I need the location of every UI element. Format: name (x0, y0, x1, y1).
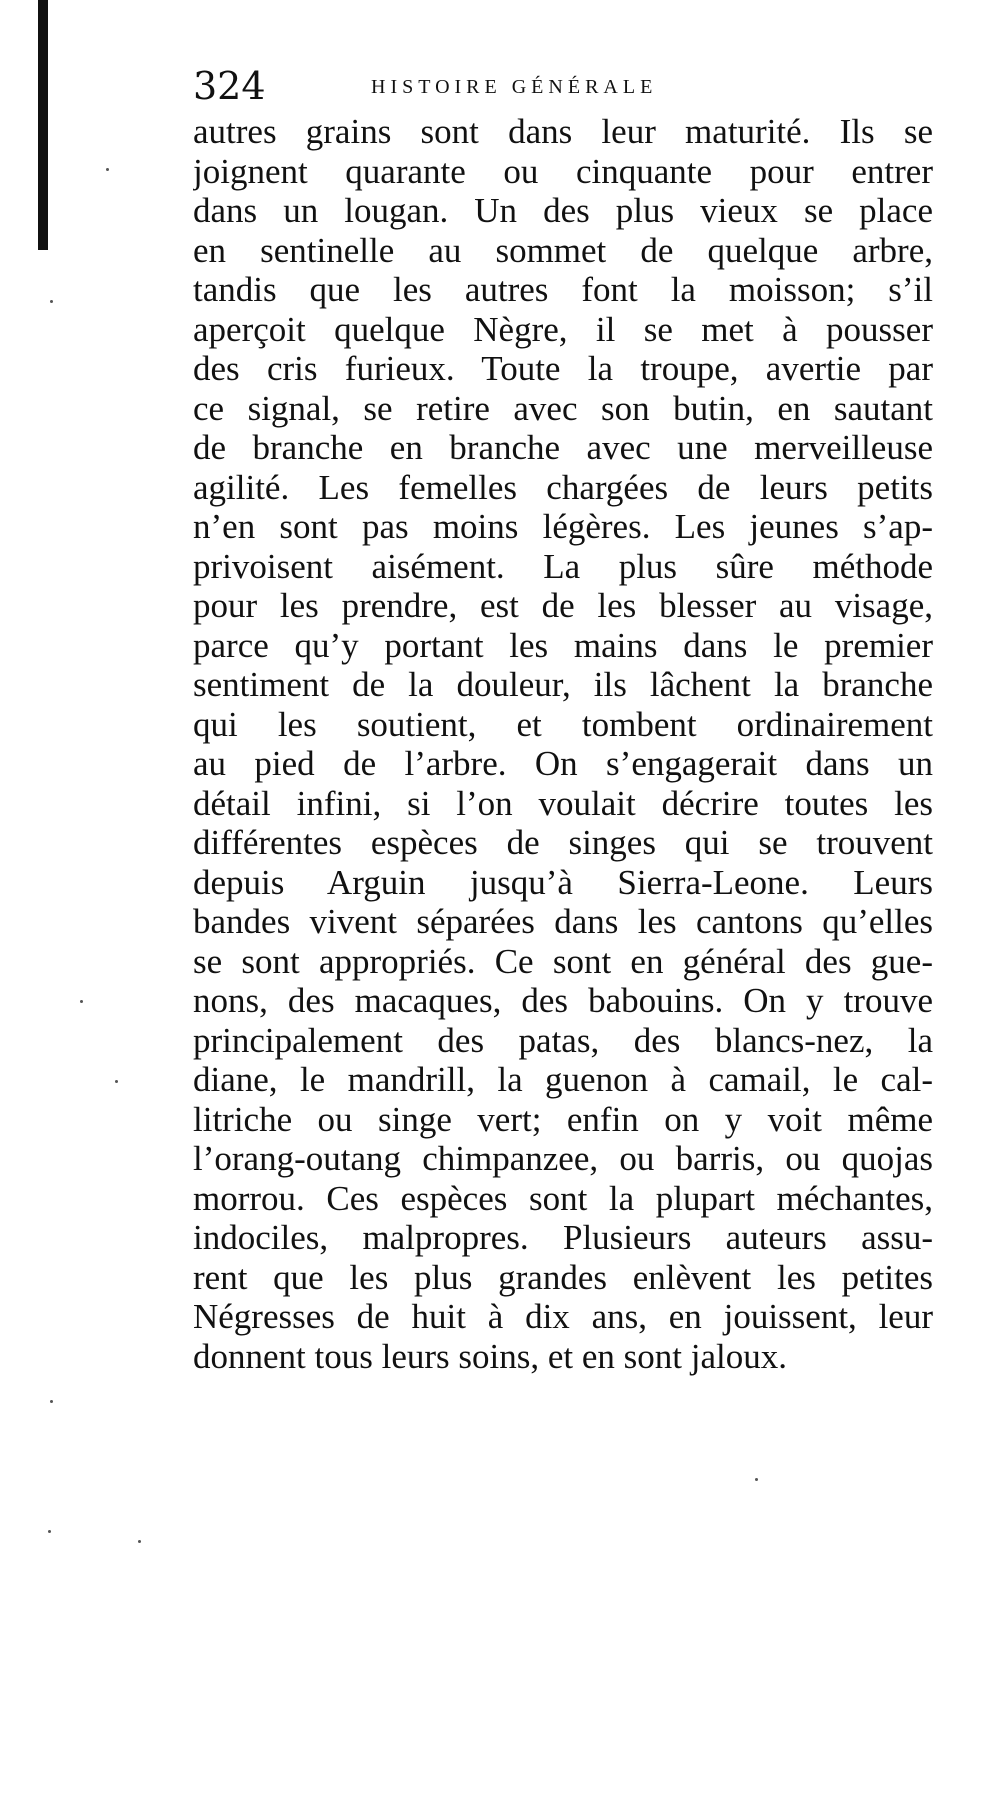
text-line: depuis Arguin jusqu’à Sierra-Leone. Leurs (193, 862, 933, 902)
text-line: principalement des patas, des blancs-nez, la (193, 1020, 933, 1060)
text-line: au pied de l’arbre. On s’engagerait dans un (193, 744, 933, 783)
text-line: se sont appropriés. Ce sont en général des gue- (193, 941, 933, 981)
text-line: litriche ou singe vert; enfin on y voit même (193, 1099, 933, 1139)
text-line: n’en sont pas moins légères. Les jeunes s’ap- (193, 507, 933, 546)
scan-speck (80, 1000, 83, 1003)
text-line: des cris furieux. Toute la troupe, avertie par (193, 349, 933, 388)
text-line: pour les prendre, est de les blesser au visage, (193, 586, 933, 625)
body-paragraph (193, 112, 933, 1376)
text-line: l’orang-outang chimpanzee, ou barris, ou quojas (193, 1139, 933, 1178)
text-line: parce qu’y portant les mains dans le premier (193, 625, 933, 665)
text-line: indociles, malpropres. Plusieurs auteurs assu- (193, 1218, 933, 1257)
text-line: tandis que les autres font la moisson; s’il (193, 270, 933, 309)
text-line: en sentinelle au sommet de quelque arbre, (193, 230, 933, 270)
text-line: agilité. Les femelles chargées de leurs petits (193, 467, 933, 507)
text-line: autres grains sont dans leur maturité. Ils se (193, 112, 933, 151)
scan-speck (106, 168, 109, 171)
text-line: privoisent aisément. La plus sûre méthode (193, 546, 933, 586)
text-line: bandes vivent séparées dans les cantons qu’elles (193, 902, 933, 941)
running-head: HISTOIRE GÉNÉRALE (371, 76, 658, 98)
page-header (193, 64, 933, 108)
scan-speck (755, 1478, 758, 1481)
scan-speck (50, 300, 53, 303)
binding-shadow (38, 0, 48, 250)
text-line: sentiment de la douleur, ils lâchent la branche (193, 665, 933, 704)
text-line: qui les soutient, et tombent ordinairement (193, 704, 933, 744)
text-line: aperçoit quelque Nègre, il se met à pousser (193, 309, 933, 349)
text-line: différentes espèces de singes qui se trouvent (193, 823, 933, 862)
text-line: nons, des macaques, des babouins. On y trouve (193, 981, 933, 1020)
text-line: détail infini, si l’on voulait décrire toutes les (193, 783, 933, 823)
text-line: diane, le mandrill, la guenon à camail, le cal- (193, 1060, 933, 1099)
scan-speck (48, 1530, 51, 1533)
text-line: Négresses de huit à dix ans, en jouissent, leur (193, 1297, 933, 1336)
page-number: 324 (193, 64, 266, 108)
text-line: dans un lougan. Un des plus vieux se place (193, 191, 933, 230)
text-line: donnent tous leurs soins, et en sont jaloux. (193, 1336, 787, 1376)
scan-speck (115, 1080, 118, 1083)
scan-speck (138, 1540, 141, 1543)
text-line: de branche en branche avec une merveilleuse (193, 428, 933, 467)
text-line: joignent quarante ou cinquante pour entrer (193, 151, 933, 191)
text-line: ce signal, se retire avec son butin, en sautant (193, 388, 933, 428)
text-line: morrou. Ces espèces sont la plupart méchantes, (193, 1178, 933, 1218)
scan-speck (50, 1400, 53, 1403)
text-line: rent que les plus grandes enlèvent les petites (193, 1257, 933, 1297)
